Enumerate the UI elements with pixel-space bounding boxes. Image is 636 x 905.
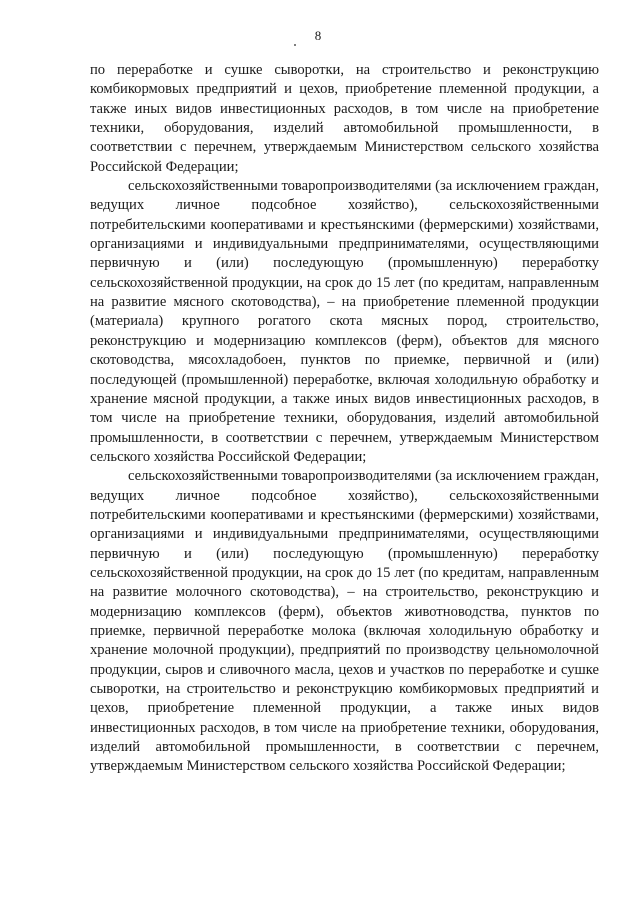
paragraph-3: сельскохозяйственными товаропроизводителями (за исключением граждан, ведущих личное подсобное хозяйство), сельскохозяйственными потребительскими кооперативами и крестьянскими (фермерскими) хозяйствами, организациями и индивидуальными предпринимателями, осуществляющими первичную и (или) последующую (промышленную) переработку сельскохозяйственной продукции, на срок до 15 лет (по кредитам, направленным на развитие молочного скотоводства), – на строительство, реконструкцию и модернизацию комплексов (ферм), объектов животноводства, пунктов по приемке, первичной переработке молока (включая холодильную обработку и хранение молочной продукции), предприятий по производству цельномолочной продукции, сыров и сливочного масла, цехов и участков по переработке и сушке сыворотки, на строительство и реконструкцию комбикормовых предприятий и цехов, приобретение племенной продукции, а также иных видов инвестиционных расходов, в том числе на приобретение техники, оборудования, изделий автомобильной промышленности, в соответствии с перечнем, утверждаемым Министерством сельского хозяйства Российской Федерации; (90, 468, 599, 775)
page-number: 8 (314, 28, 322, 43)
paragraph-1: по переработке и сушке сыворотки, на строительство и реконструкцию комбикормовых предприятий и цехов, приобретение племенной продукции, а также иных видов инвестиционных расходов, в том числе на приобретение техники, оборудования, изделий автомобильной промышленности, в соответствии с перечнем, утверждаемым Министерством сельского хозяйства Российской Федерации; (90, 62, 599, 175)
document-body (90, 61, 599, 777)
scan-speck (294, 44, 296, 46)
paragraph-2: сельскохозяйственными товаропроизводителями (за исключением граждан, ведущих личное подсобное хозяйство), сельскохозяйственными потребительскими кооперативами и крестьянскими (фермерскими) хозяйствами, организациями и индивидуальными предпринимателями, осуществляющими первичную и (или) последующую (промышленную) переработку сельскохозяйственной продукции, на срок до 15 лет (по кредитам, направленным на развитие мясного скотоводства), – на приобретение племенной продукции (материала) крупного рогатого скота мясных пород, строительство, реконструкцию и модернизацию комплексов (ферм), объектов для мясного скотоводства, мясохладобоен, пунктов по приемке, первичной и (или) последующей (промышленной) переработке, включая холодильную обработку и хранение мясной продукции, а также иных видов инвестиционных расходов, в том числе на приобретение техники, оборудования, изделий автомобильной промышленности, в соответствии с перечнем, утверждаемым Министерством сельского хозяйства Российской Федерации; (90, 178, 599, 465)
